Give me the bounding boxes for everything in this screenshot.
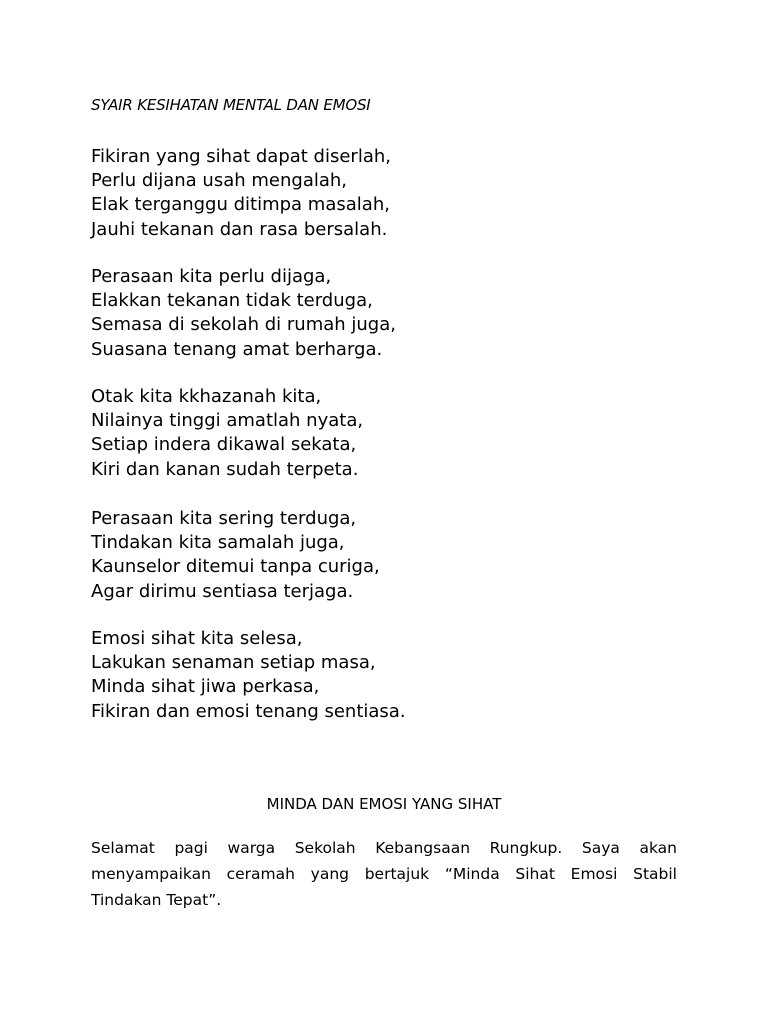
speech-line: Selamat pagi warga Sekolah Kebangsaan Rungkup. Saya akan — [91, 839, 677, 857]
poem-line: Perasaan kita perlu dijaga, — [91, 266, 332, 287]
poem-title: SYAIR KESIHATAN MENTAL DAN EMOSI — [91, 96, 371, 114]
poem-stanza-4 — [91, 507, 380, 604]
poem-line: Fikiran yang sihat dapat diserlah, — [91, 146, 391, 167]
poem-line: Elak terganggu ditimpa masalah, — [91, 194, 390, 216]
speech-line: Tindakan Tepat”. — [91, 891, 222, 909]
speech-heading: MINDA DAN EMOSI YANG SIHAT — [266, 795, 502, 813]
poem-line: Jauhi tekanan dan rasa bersalah. — [91, 218, 388, 240]
poem-line: Minda sihat jiwa perkasa, — [91, 676, 320, 698]
poem-line: Nilainya tinggi amatlah nyata, — [91, 410, 364, 432]
poem-line: Fikiran dan emosi tenang sentiasa. — [91, 700, 406, 722]
poem-line: Kaunselor ditemui tanpa curiga, — [91, 556, 380, 578]
poem-line: Kiri dan kanan sudah terpeta. — [91, 458, 359, 480]
speech-paragraph — [91, 835, 677, 913]
poem-stanza-5 — [91, 627, 406, 724]
poem-line: Tindakan kita samalah juga, — [91, 532, 345, 554]
speech-line: menyampaikan ceramah yang bertajuk “Minda Sihat Emosi Stabil — [91, 865, 677, 883]
poem-line: Semasa di sekolah di rumah juga, — [91, 314, 396, 336]
poem-line: Perasaan kita sering terduga, — [91, 508, 357, 529]
poem-line: Perlu dijana usah mengalah, — [91, 170, 348, 192]
poem-stanza-2 — [91, 265, 396, 362]
poem-stanza-1 — [91, 145, 391, 242]
poem-line: Agar dirimu sentiasa terjaga. — [91, 580, 354, 602]
poem-line: Suasana tenang amat berharga. — [91, 338, 383, 360]
poem-line: Elakkan tekanan tidak terduga, — [91, 290, 373, 312]
poem-stanza-3 — [91, 385, 363, 482]
poem-line: Otak kita kkhazanah kita, — [91, 386, 322, 407]
poem-line: Emosi sihat kita selesa, — [91, 628, 303, 649]
poem-line: Lakukan senaman setiap masa, — [91, 652, 376, 674]
poem-line: Setiap indera dikawal sekata, — [91, 434, 357, 456]
